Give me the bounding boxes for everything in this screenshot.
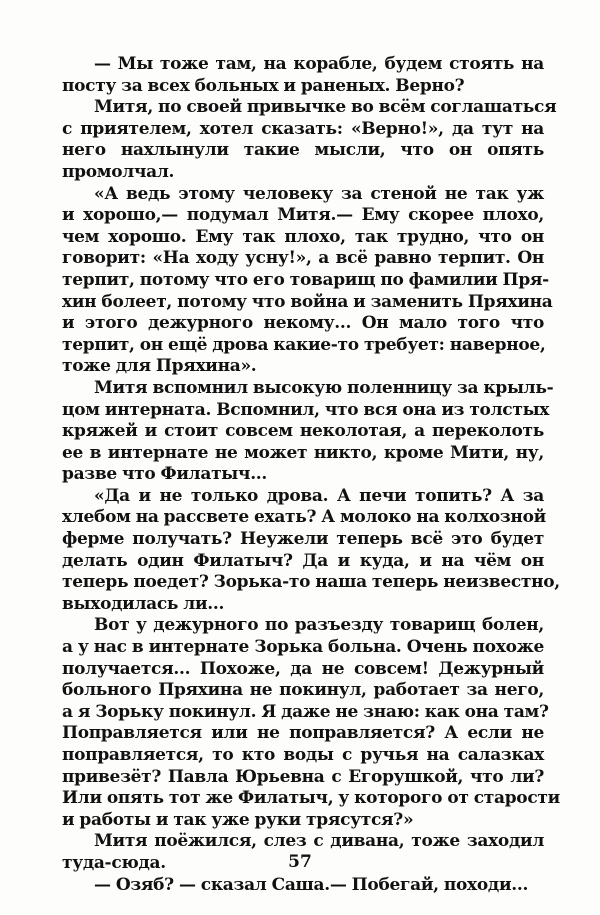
text-line: чем хорошо. Ему так плохо, так трудно, что он (62, 226, 544, 247)
text-line: ферме получать? Неужели теперь всё это будет (62, 529, 544, 550)
paragraph (62, 615, 560, 831)
text-line: терпит, он ещё дрова какие-то требует: наверное, (62, 334, 546, 355)
text-line: тоже для Пряхина». (62, 356, 257, 377)
text-line: Митя, по своей привычке во всём соглашаться (94, 97, 557, 118)
text-line: «А ведь этому человеку за стеной не так уж (94, 183, 544, 204)
text-line: делать один Филатыч? Да и куда, и на чём он (62, 550, 544, 571)
text-line: Или опять тот же Филатыч, у которого от старости (62, 788, 560, 809)
text-line: него нахлынули такие мысли, что он опять (62, 140, 544, 161)
text-line: разве что Филатыч... (62, 464, 268, 485)
text-line: с приятелем, хотел сказать: «Верно!», да тут на (62, 118, 544, 139)
text-line: посту за всех больных и раненых. Верно? (62, 75, 465, 96)
text-line: больного Пряхина не покинул, работает за него, (62, 680, 544, 701)
text-line: кряжей и стоит совсем неколотая, а переколоть (62, 421, 544, 442)
paragraph (62, 875, 544, 897)
text-line: Митя поёжился, слез с дивана, тоже заходил (94, 831, 544, 852)
paragraph (62, 183, 553, 378)
paragraph (62, 97, 557, 183)
text-line: привезёт? Павла Юрьевна с Егорушкой, что ли? (62, 766, 544, 787)
text-line: хлебом на рассвете ехать? А молоко на колхозной (62, 507, 546, 528)
text-line: «Да и не только дрова. А печи топить? А за (94, 485, 544, 506)
text-line: получается... Похоже, да не совсем! Дежурный (62, 658, 544, 679)
text-line: ее в интернате не может никто, кроме Мити, ну, (62, 442, 544, 463)
body-text (62, 54, 560, 896)
text-line: терпит, потому что его товарищ по фамилии Пря- (62, 269, 549, 290)
text-line: а я Зорьку покинул. Я даже не знаю: как она там? (62, 701, 549, 722)
paragraph (62, 377, 554, 486)
text-line: теперь поедет? Зорька-то наша теперь неизвестно, (62, 572, 560, 593)
text-line: выходилась ли... (62, 593, 225, 614)
paragraph (62, 485, 560, 616)
text-line: и работы и так уже руки трясутся?» (62, 809, 414, 830)
text-line: — Озяб? — сказал Саша.— Побегай, походи... (94, 874, 529, 895)
text-line: туда-сюда. (62, 852, 166, 873)
paragraph (62, 54, 544, 97)
page-number: 57 (288, 852, 312, 872)
text-line: Поправляется или не поправляется? А если не (62, 723, 544, 744)
text-line: промолчал. (62, 161, 175, 182)
text-line: говорит: «На ходу усну!», а всё равно терпит. Он (62, 248, 544, 269)
text-line: Митя вспомнил высокую поленницу за крыль- (94, 377, 554, 398)
text-line: поправляется, то кто воды с ручья на салазках (62, 745, 544, 765)
text-line: цом интерната. Вспомнил, что вся она из толстых (62, 399, 550, 420)
text-line: Вот у дежурного по разъезду товарищ болен, (94, 615, 544, 636)
text-line: хин болеет, потому что война и заменить Пряхина (62, 291, 553, 312)
text-line: и этого дежурного некому... Он мало того что (62, 313, 544, 334)
text-line: и хорошо,— подумал Митя.— Ему скорее плохо, (62, 205, 544, 226)
text-line: — Мы тоже там, на корабле, будем стоять на (94, 54, 544, 74)
text-line: а у нас в интернате Зорька больна. Очень похоже (62, 637, 544, 658)
